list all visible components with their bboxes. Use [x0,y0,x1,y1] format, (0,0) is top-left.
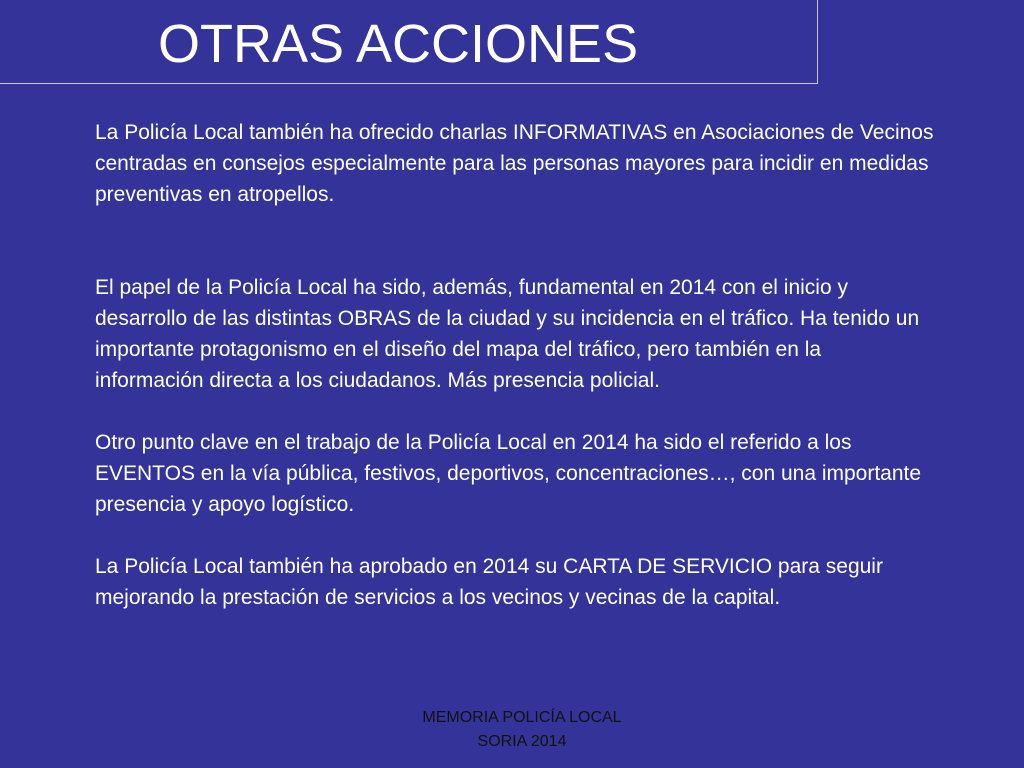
footer-line-1: MEMORIA POLICÍA LOCAL [422,709,622,726]
footer-line-2: SORIA 2014 [477,733,567,750]
slide-body [95,117,935,613]
slide-footer [322,706,722,754]
paragraph-eventos: Otro punto clave en el trabajo de la Policía Local en 2014 ha sido el referido a los EVENTOS en la vía pública, festivos, deportivos, concentraciones…, con una importante presencia y apoyo logístico. [95,431,922,516]
paragraph-obras: El papel de la Policía Local ha sido, además, fundamental en 2014 con el inicio y desarrollo de las distintas OBRAS de la ciudad y su incidencia en el tráfico. Ha tenido un importante protagonismo en el diseño del mapa del tráfico, pero también en la información directa a los ciudadanos. Más presencia policial. [95,276,920,392]
title-box [0,0,818,84]
paragraph-carta-servicio: La Policía Local también ha aprobado en 2014 su CARTA DE SERVICIO para seguir mejorando la prestación de servicios a los vecinos y vecinas de la capital. [95,555,883,609]
slide-title: OTRAS ACCIONES [158,14,639,74]
paragraph-charlas: La Policía Local también ha ofrecido charlas INFORMATIVAS en Asociaciones de Vecinos centradas en consejos especialmente para las personas mayores para incidir en medidas preventivas en atropellos. [95,121,934,206]
